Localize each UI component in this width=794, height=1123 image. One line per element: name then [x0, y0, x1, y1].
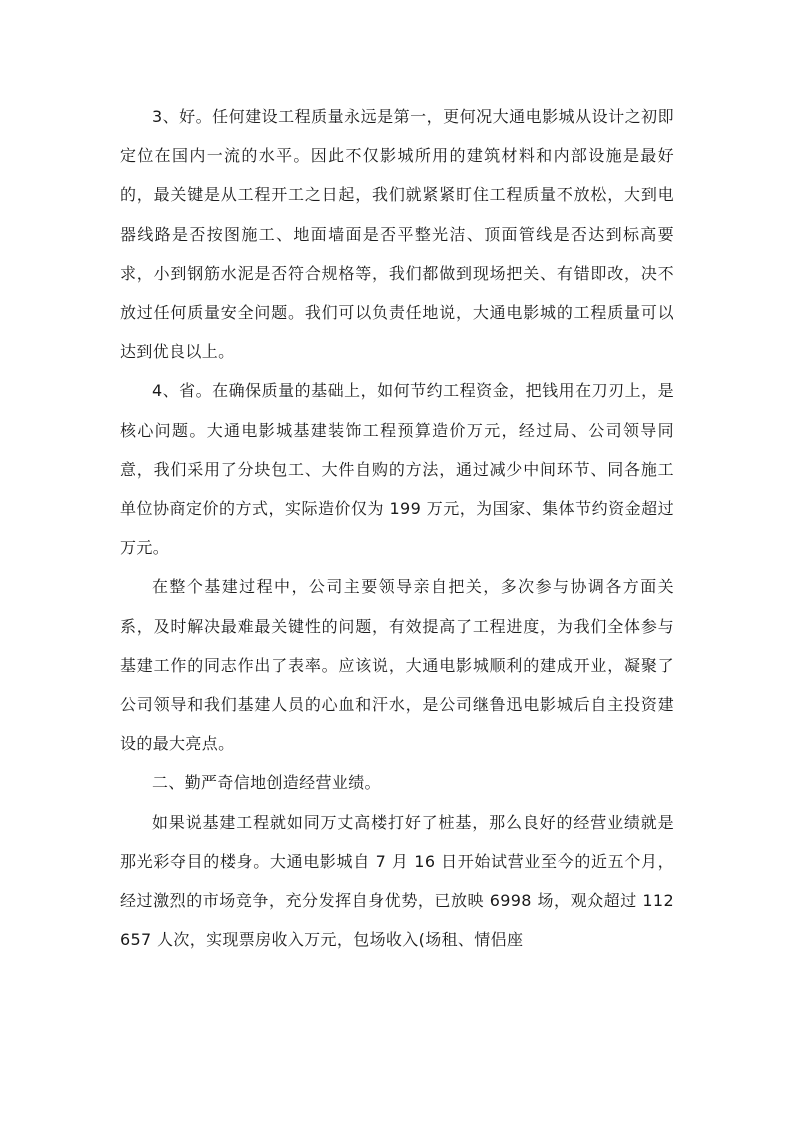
section-heading: 二、勤严奇信地创造经营业绩。 [152, 773, 381, 793]
paragraph-saving: 4、省。在确保质量的基础上，如何节约工程资金，把钱用在刀刃上，是核心问题。大通电影城基建装饰工程预算造价万元，经过局、公司领导同意，我们采用了分块包工、大件自购的方法，通过减少中间环节、同各施工单位协商定价的方式，实际造价仅为 199 万元，为国家、集体节约资金超过万元。 [120, 381, 674, 558]
document-page [120, 97, 674, 959]
paragraph-quality: 3、好。任何建设工程质量永远是第一，更何况大通电影城从设计之初即定位在国内一流的水平。因此不仅影城所用的建筑材料和内部设施是最好的，最关键是从工程开工之日起，我们就紧紧盯住工程质量不放松，大到电器线路是否按图施工、地面墙面是否平整光洁、顶面管线是否达到标高要求，小到钢筋水泥是否符合规格等，我们都做到现场把关、有错即改，决不放过任何质量安全问题。我们可以负责任地说，大通电影城的工程质量可以达到优良以上。 [120, 107, 674, 362]
paragraph-operations: 如果说基建工程就如同万丈高楼打好了桩基，那么良好的经营业绩就是那光彩夺目的楼身。大通电影城自 7 月 16 日开始试营业至今的近五个月，经过激烈的市场竞争，充分发挥自身优势，已放映 6998 场，观众超过 112657 人次，实现票房收入万元，包场收入(场租、情侣座 [120, 812, 674, 950]
paragraph-leadership: 在整个基建过程中，公司主要领导亲自把关，多次参与协调各方面关系，及时解决最难最关键性的问题，有效提高了工程进度，为我们全体参与基建工作的同志作出了表率。应该说，大通电影城顺利的建成开业，凝聚了公司领导和我们基建人员的心血和汗水，是公司继鲁迅电影城后自主投资建设的最大亮点。 [120, 577, 674, 754]
